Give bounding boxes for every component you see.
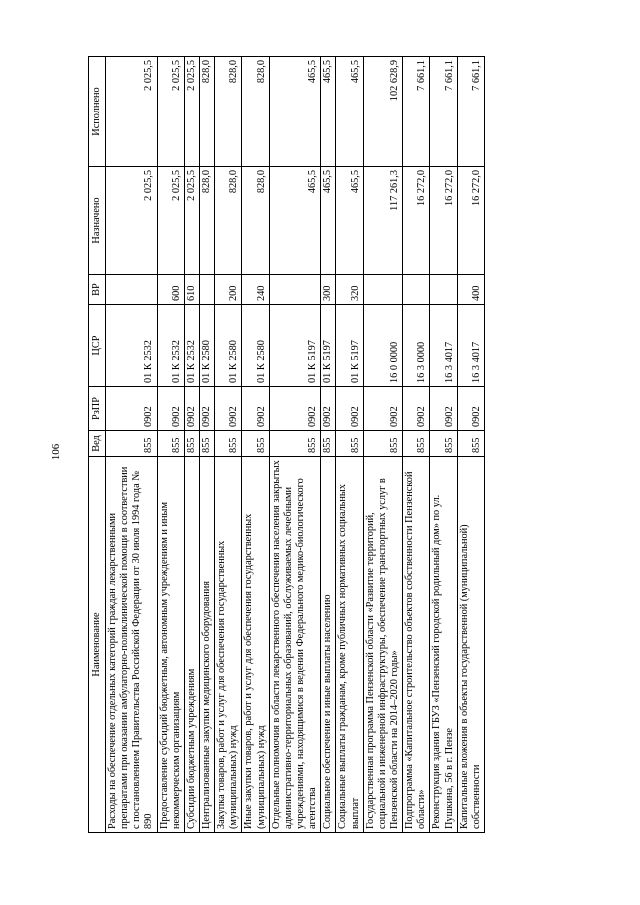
cell-name: Централизованные закупки медицинского оборудования [199,457,214,833]
cell-vr: 600 [157,275,184,305]
cell-ved: 855 [457,431,484,457]
cell-plan: 2 025,5 [106,167,158,275]
cell-ved: 855 [106,431,158,457]
cell-name: Расходы на обеспечение отдельных категорий граждан лекарственными препаратами при оказании амбулаторно-поликлинической помощи в соответствии с постановлением Правительства Российской Федерации от 30 июля 1994 года № 890 [106,457,158,833]
cell-csr: 01 К 2580 [242,305,269,387]
cell-name: Государственная программа Пензенской области «Развитие территорий, социальной и инженерной инфраструктуры, обеспечение транспортных услуг в Пензенской области на 2014–2020 годы» [363,457,402,833]
cell-csr: 01 К 2580 [199,305,214,387]
cell-vr [199,275,214,305]
cell-rzpr: 0902 [457,387,484,431]
cell-rzpr: 0902 [242,387,269,431]
table-row [336,57,363,833]
cell-rzpr: 0902 [106,387,158,431]
page-number: 106 [50,443,62,461]
table-row [269,57,321,833]
cell-plan: 16 272,0 [430,167,457,275]
table-body [106,57,485,833]
cell-rzpr: 0902 [321,387,336,431]
cell-vr [403,275,430,305]
cell-ved: 855 [199,431,214,457]
cell-rzpr: 0902 [199,387,214,431]
header-csr: ЦСР [89,305,106,387]
header-fact: Исполнено [89,57,106,167]
cell-fact: 465,5 [336,57,363,167]
cell-csr: 01 К 5197 [321,305,336,387]
cell-fact: 828,0 [215,57,242,167]
cell-csr: 01 К 2532 [106,305,158,387]
table-row [199,57,214,833]
cell-csr: 16 3 4017 [430,305,457,387]
cell-vr: 200 [215,275,242,305]
cell-ved: 855 [184,431,199,457]
cell-ved: 855 [269,431,321,457]
cell-csr: 01 К 2532 [157,305,184,387]
cell-vr: 320 [336,275,363,305]
cell-fact: 7 661,1 [403,57,430,167]
cell-name: Капитальные вложения в объекты государственной (муниципальной) собственности [457,457,484,833]
cell-fact: 102 628,9 [363,57,402,167]
cell-plan: 16 272,0 [403,167,430,275]
cell-fact: 7 661,1 [457,57,484,167]
cell-plan: 828,0 [215,167,242,275]
header-plan: Назначено [89,167,106,275]
table-row [321,57,336,833]
cell-plan: 2 025,5 [184,167,199,275]
cell-rzpr: 0902 [184,387,199,431]
cell-name: Закупка товаров, работ и услуг для обеспечения государственных (муниципальных) нужд [215,457,242,833]
cell-vr [363,275,402,305]
cell-fact: 828,0 [199,57,214,167]
cell-fact: 2 025,5 [157,57,184,167]
cell-rzpr: 0902 [430,387,457,431]
cell-csr: 01 К 5197 [269,305,321,387]
table-row [363,57,402,833]
cell-csr: 16 0 0000 [363,305,402,387]
cell-ved: 855 [321,431,336,457]
cell-ved: 855 [363,431,402,457]
table-row [242,57,269,833]
cell-plan: 2 025,5 [157,167,184,275]
cell-fact: 7 661,1 [430,57,457,167]
cell-ved: 855 [157,431,184,457]
cell-vr: 400 [457,275,484,305]
cell-rzpr: 0902 [363,387,402,431]
cell-fact: 2 025,5 [106,57,158,167]
cell-plan: 465,5 [336,167,363,275]
cell-name: Подпрограмма «Капитальное строительство объектов собственности Пензенской области» [403,457,430,833]
cell-csr: 16 3 4017 [457,305,484,387]
cell-name: Социальные выплаты гражданам, кроме публичных нормативных социальных выплат [336,457,363,833]
cell-name: Социальное обеспечение и иные выплаты населению [321,457,336,833]
budget-table-page [88,57,540,833]
cell-rzpr: 0902 [336,387,363,431]
cell-plan: 828,0 [242,167,269,275]
cell-vr: 240 [242,275,269,305]
cell-rzpr: 0902 [403,387,430,431]
table-row [457,57,484,833]
table-row [157,57,184,833]
cell-ved: 855 [336,431,363,457]
cell-ved: 855 [430,431,457,457]
table-row [184,57,199,833]
cell-name: Отдельные полномочия в области лекарственного обеспечения населения закрытых административно-территориальных образований, обслуживаемых лечебными учреждениями, находящимися в ведении Федерального медико-биологического агентства [269,457,321,833]
cell-plan: 16 272,0 [457,167,484,275]
cell-ved: 855 [403,431,430,457]
cell-fact: 465,5 [269,57,321,167]
cell-name: Реконструкция здания ГБУЗ «Пензенский городской родильный дом» по ул. Пушкина, 56 в г. Пензе [430,457,457,833]
header-name: Наименование [89,457,106,833]
cell-rzpr: 0902 [157,387,184,431]
cell-vr [269,275,321,305]
cell-name: Иные закупки товаров, работ и услуг для обеспечения государственных (муниципальных) нужд [242,457,269,833]
cell-rzpr: 0902 [215,387,242,431]
cell-name: Предоставление субсидий бюджетным, автономным учреждениям и иным некоммерческим организациям [157,457,184,833]
budget-table [88,56,485,833]
cell-fact: 465,5 [321,57,336,167]
header-rzpr: РзПР [89,387,106,431]
cell-csr: 01 К 5197 [336,305,363,387]
cell-plan: 465,5 [269,167,321,275]
table-row [106,57,158,833]
cell-ved: 855 [242,431,269,457]
cell-csr: 01 К 2580 [215,305,242,387]
table-header-row [89,57,106,833]
cell-ved: 855 [215,431,242,457]
header-vr: ВР [89,275,106,305]
table-row [403,57,430,833]
cell-vr: 610 [184,275,199,305]
cell-plan: 465,5 [321,167,336,275]
cell-plan: 117 261,3 [363,167,402,275]
cell-vr [106,275,158,305]
cell-csr: 16 3 0000 [403,305,430,387]
cell-csr: 01 К 2532 [184,305,199,387]
cell-name: Субсидии бюджетным учреждениям [184,457,199,833]
cell-vr [430,275,457,305]
cell-rzpr: 0902 [269,387,321,431]
table-row [215,57,242,833]
header-ved: Вед [89,431,106,457]
table-row [430,57,457,833]
cell-plan: 828,0 [199,167,214,275]
cell-vr: 300 [321,275,336,305]
cell-fact: 2 025,5 [184,57,199,167]
cell-fact: 828,0 [242,57,269,167]
